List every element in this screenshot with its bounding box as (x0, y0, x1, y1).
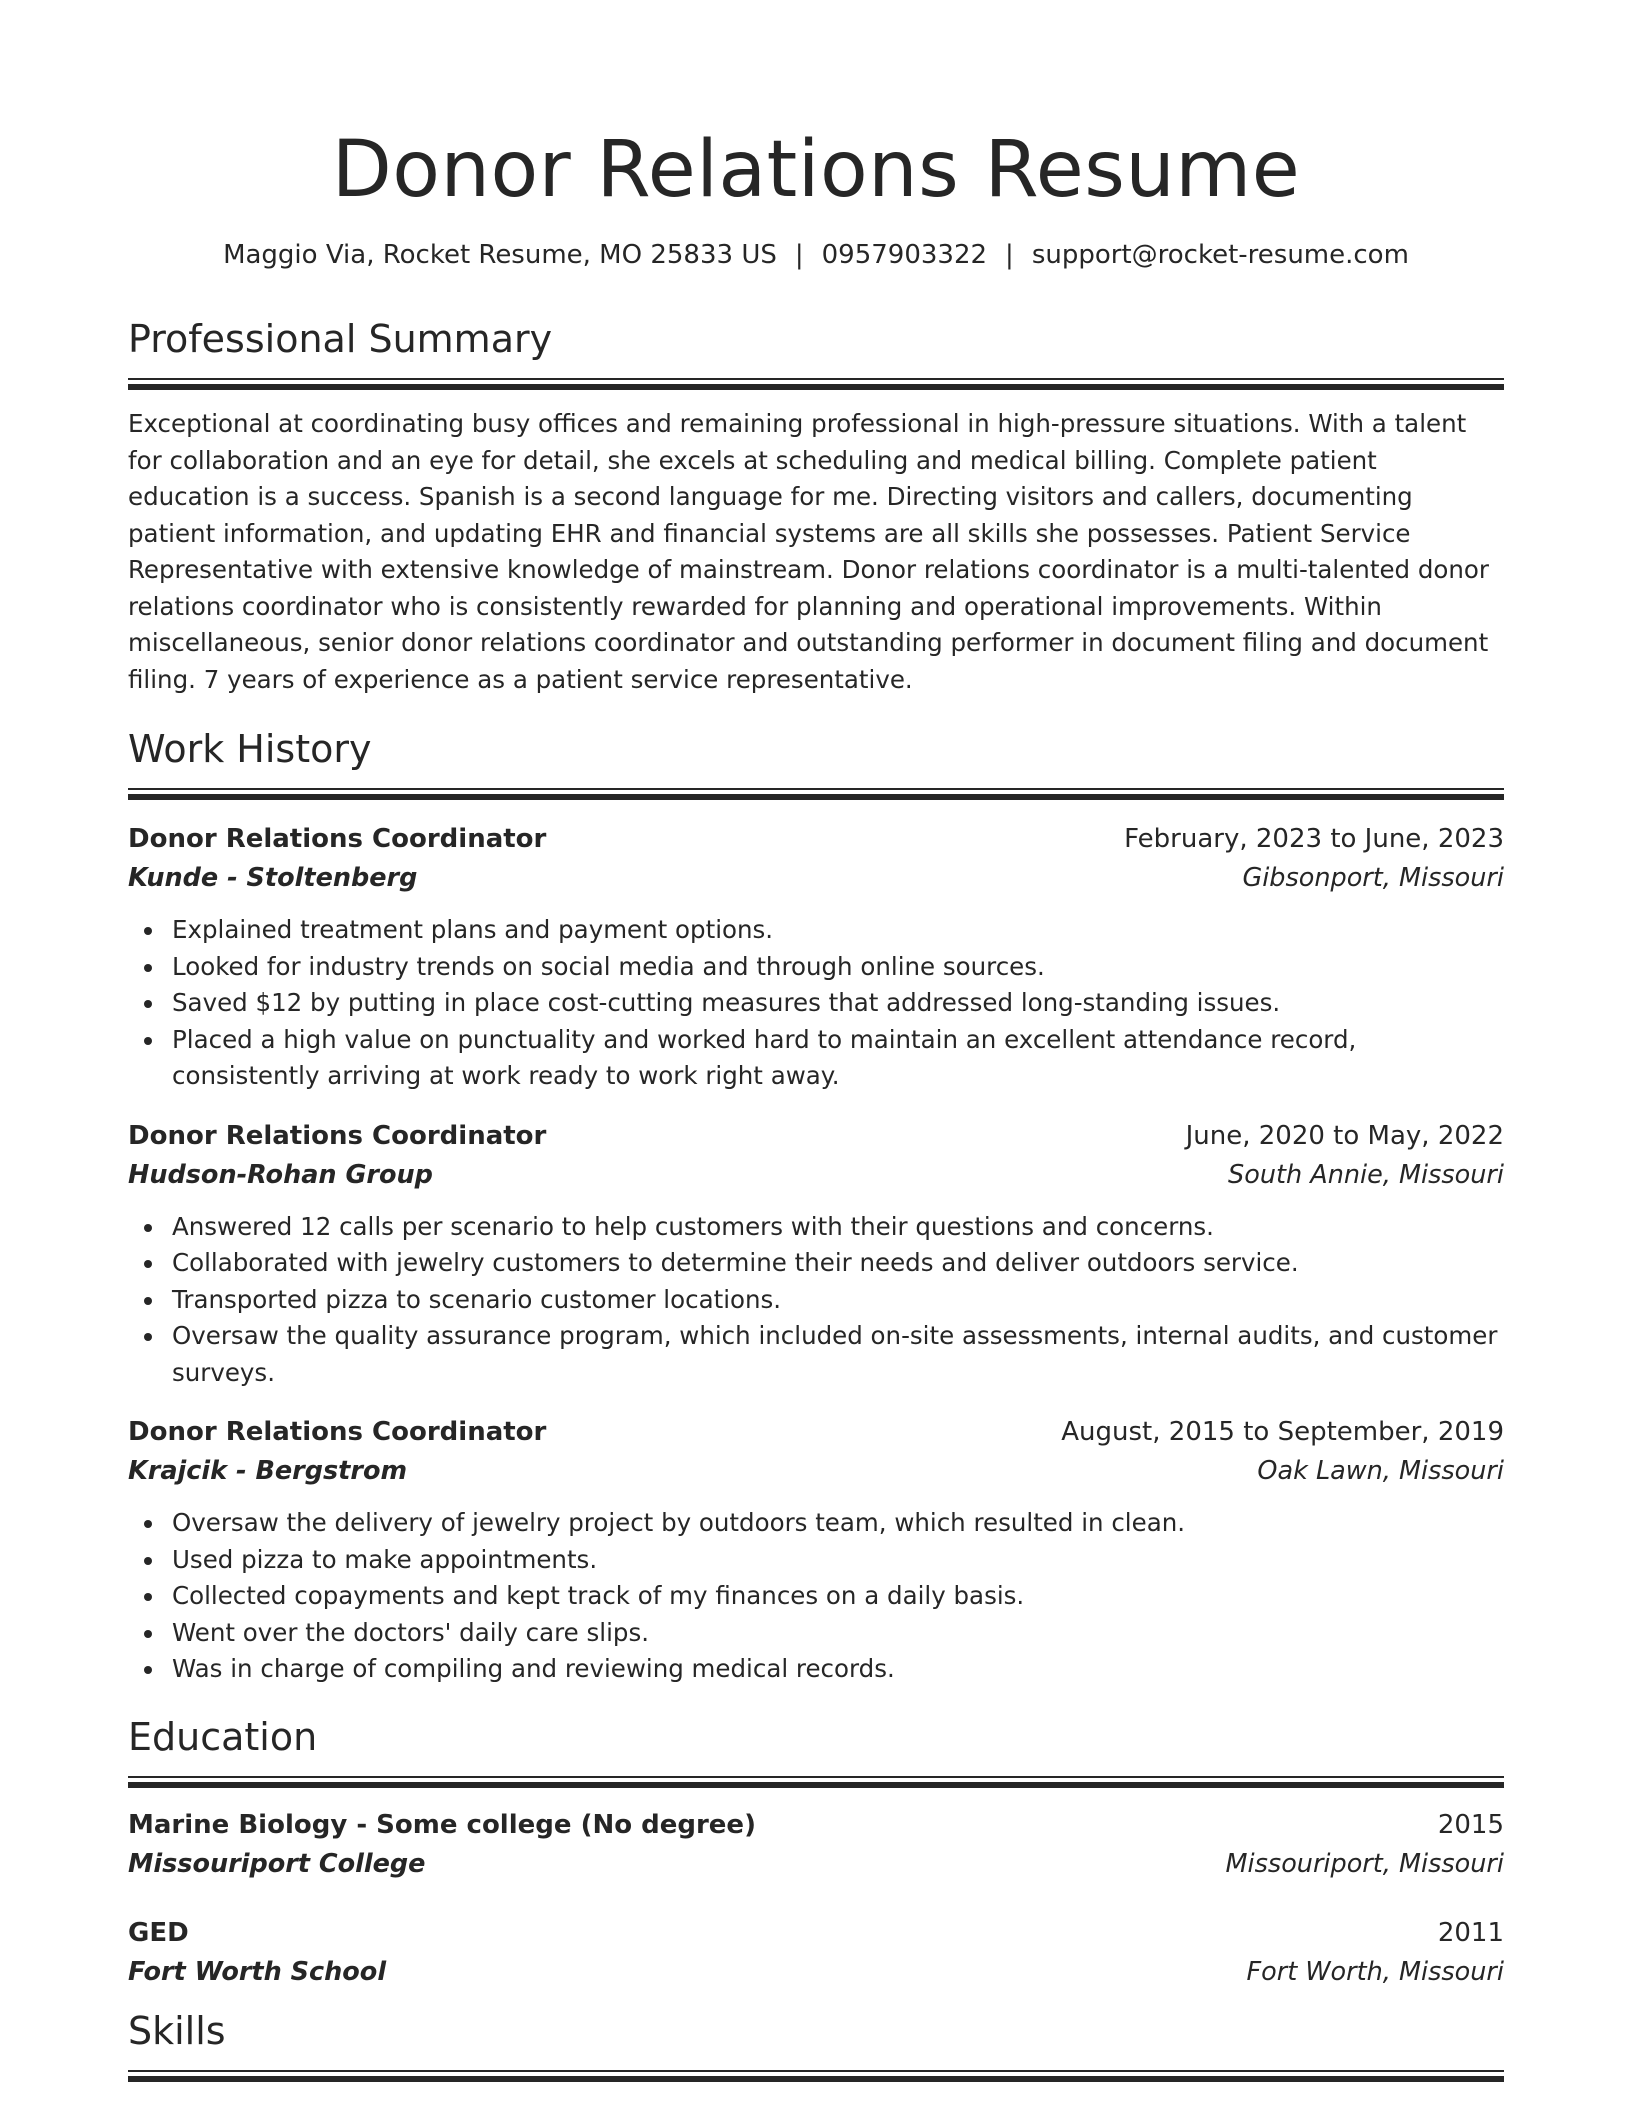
job-bullet: Answered 12 calls per scenario to help customers with their questions and concerns. (172, 1209, 1504, 1246)
job-company: Kunde - Stoltenberg (128, 863, 418, 893)
job-bullet: Saved $12 by putting in place cost-cutting measures that addressed long-standing issues. (172, 985, 1504, 1022)
job-bullet: Was in charge of compiling and reviewing medical records. (172, 1651, 1504, 1688)
job-dates: June, 2020 to May, 2022 (1185, 1120, 1504, 1151)
section-divider (128, 788, 1504, 800)
job-bullets (128, 912, 1504, 1095)
job-bullet: Placed a high value on punctuality and worked hard to maintain an excellent attendance record, consistently arriving at work ready to work right away. (172, 1022, 1504, 1095)
contact-line (128, 238, 1504, 272)
job-title: Donor Relations Coordinator (128, 1120, 547, 1151)
education-degree: GED (128, 1917, 189, 1948)
job-bullets (128, 1209, 1504, 1392)
job-location: Oak Lawn, Missouri (1257, 1456, 1504, 1486)
section-heading-summary: Professional Summary (128, 317, 553, 361)
job-bullet: Oversaw the quality assurance program, which included on-site assessments, internal audits, and customer surveys. (172, 1318, 1504, 1391)
job-bullet: Used pizza to make appointments. (172, 1542, 1504, 1579)
section-heading-work-history: Work History (128, 727, 372, 771)
contact-email[interactable]: support@rocket-resume.com (1031, 240, 1409, 270)
job-bullet: Collaborated with jewelry customers to determine their needs and deliver outdoors service. (172, 1245, 1504, 1282)
job-entry (128, 1413, 1504, 1688)
resume-title: Donor Relations Resume (331, 125, 1301, 215)
education-school: Fort Worth School (128, 1956, 387, 1987)
job-company: Hudson-Rohan Group (128, 1159, 433, 1190)
job-bullet: Went over the doctors' daily care slips. (172, 1615, 1504, 1652)
education-degree: Marine Biology - Some college (No degree) (128, 1809, 756, 1840)
job-bullets (128, 1505, 1504, 1688)
job-entry (128, 1117, 1504, 1392)
education-entry (128, 1914, 1504, 1992)
job-bullet: Looked for industry trends on social media and through online sources. (172, 949, 1504, 986)
contact-separator: | (1005, 240, 1014, 270)
contact-separator: | (794, 240, 804, 270)
section-divider (128, 2070, 1504, 2082)
education-year: 2011 (1437, 1917, 1504, 1948)
job-location: Gibsonport, Missouri (1242, 863, 1504, 893)
education-location: Missouriport, Missouri (1225, 1848, 1504, 1879)
section-divider (128, 378, 1504, 390)
job-entry (128, 820, 1504, 1095)
contact-address: Maggio Via, Rocket Resume, MO 25833 US (223, 240, 777, 270)
section-heading-education: Education (128, 1714, 318, 1759)
education-year: 2015 (1437, 1809, 1504, 1840)
job-title: Donor Relations Coordinator (128, 824, 547, 854)
job-dates: February, 2023 to June, 2023 (1124, 824, 1504, 854)
job-bullet: Oversaw the delivery of jewelry project by outdoors team, which resulted in clean. (172, 1505, 1504, 1542)
contact-phone: 0957903322 (821, 240, 988, 270)
section-heading-skills: Skills (128, 2008, 226, 2053)
job-bullet: Explained treatment plans and payment options. (172, 912, 1504, 949)
summary-text: Exceptional at coordinating busy offices and remaining professional in high-pressure situations. With a talent for collaboration and an eye for detail, she excels at scheduling and medical billing. Complete patient education is a success. Spanish is a second language for me. Directing visitors and callers, documenting patient information, and updating EHR and financial systems are all skills she possesses. Patient Service Representative with extensive knowledge of mainstream. Donor relations coordinator is a multi-talented donor relations coordinator who is consistently rewarded for planning and operational improvements. Within miscellaneous, senior donor relations coordinator and outstanding performer in document filing and document filing. 7 years of experience as a patient service representative. (128, 409, 1489, 694)
job-title: Donor Relations Coordinator (128, 1417, 547, 1447)
job-bullet: Transported pizza to scenario customer locations. (172, 1282, 1504, 1319)
education-location: Fort Worth, Missouri (1246, 1956, 1504, 1987)
education-entry (128, 1806, 1504, 1884)
job-company: Krajcik - Bergstrom (128, 1456, 408, 1486)
job-dates: August, 2015 to September, 2019 (1061, 1417, 1504, 1447)
education-school: Missouriport College (128, 1848, 426, 1879)
section-divider (128, 1776, 1504, 1788)
job-location: South Annie, Missouri (1228, 1159, 1504, 1190)
job-bullet: Collected copayments and kept track of my finances on a daily basis. (172, 1578, 1504, 1615)
